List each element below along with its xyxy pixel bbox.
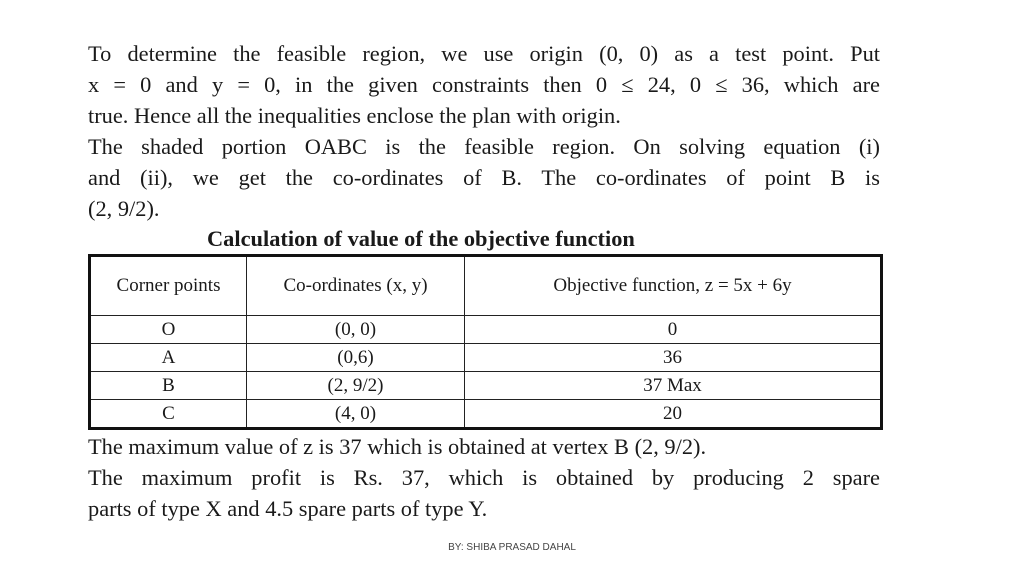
feasible-region-paragraph [88,38,880,131]
text-line: To determine the feasible region, we use origin (0, 0) as a test point. Put [88,41,880,66]
cell-coordinates: (0, 0) [247,316,465,344]
slide-content [88,38,880,524]
shaded-region-paragraph [88,131,880,224]
table-header-row [90,256,882,316]
header-corner-points: Corner points [90,256,247,316]
table-row [90,316,882,344]
cell-corner: O [90,316,247,344]
text-line: x = 0 and y = 0, in the given constraints then 0 ≤ 24, 0 ≤ 36, which are [88,72,880,97]
table-row [90,400,882,429]
cell-corner: A [90,344,247,372]
table-row [90,344,882,372]
cell-objective: 0 [465,316,882,344]
text-line: parts of type X and 4.5 spare parts of type Y. [88,496,488,521]
table-title: Calculation of value of the objective function [207,226,635,251]
text-line: and (ii), we get the co-ordinates of B. The co-ordinates of point B is [88,165,880,190]
text-line: The maximum profit is Rs. 37, which is obtained by producing 2 spare [88,465,880,490]
cell-coordinates: (2, 9/2) [247,372,465,400]
cell-objective: 20 [465,400,882,429]
cell-corner: C [90,400,247,429]
header-coordinates: Co-ordinates (x, y) [247,256,465,316]
cell-coordinates: (0,6) [247,344,465,372]
conclusion-paragraph [88,431,880,524]
footer-author: BY: SHIBA PRASAD DAHAL [448,542,576,553]
cell-coordinates: (4, 0) [247,400,465,429]
cell-objective: 37 Max [465,372,882,400]
text-line: The shaded portion OABC is the feasible region. On solving equation (i) [88,134,880,159]
cell-corner: B [90,372,247,400]
text-line: The maximum value of z is 37 which is obtained at vertex B (2, 9/2). [88,434,707,459]
text-line: (2, 9/2). [88,196,160,221]
objective-function-table [88,254,883,430]
table-row [90,372,882,400]
header-objective-function: Objective function, z = 5x + 6y [465,256,882,316]
text-line: true. Hence all the inequalities enclose the plan with origin. [88,103,621,128]
cell-objective: 36 [465,344,882,372]
